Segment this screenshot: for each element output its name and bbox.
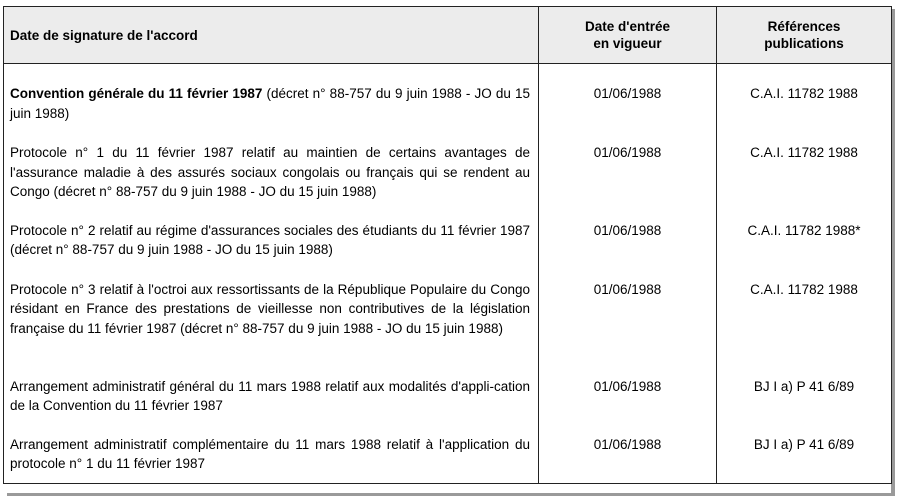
agreement-cell (4, 202, 539, 261)
header-publication-references-text: Références publications (764, 19, 844, 51)
table-row (4, 416, 892, 484)
header-publication-references (717, 7, 892, 64)
reference-cell: C.A.I. 11782 1988 (717, 64, 892, 124)
agreements-table-container (3, 6, 894, 495)
agreement-text: Protocole n° 1 du 11 février 1987 relatif au maintien de certains avantages de l'assurance maladie à des assurés sociaux congolais ou français qui se rendent au Congo (décret n° 88-757 du 9 juin 1988 - JO du 15 juin 1988) (10, 145, 530, 199)
agreement-text: Arrangement administratif général du 11 mars 1988 relatif aux modalités d'appli-cation de la Convention du 11 février 1987 (10, 378, 530, 413)
entry-date-cell: 01/06/1988 (539, 123, 717, 202)
table-row (4, 261, 892, 358)
table-row (4, 358, 892, 416)
table-header-row (4, 7, 892, 64)
reference-cell: BJ I a) P 41 6/89 (717, 416, 892, 484)
header-entry-into-force-text: Date d'entrée en vigueur (585, 19, 670, 51)
agreement-text: Protocole n° 3 relatif à l'octroi aux ressortissants de la République Populaire du Congo résidant en France des prestations de vieillesse non contributives de la législation française du 11 février 1987 (décret n° 88-757 du 9 juin 1988 - JO du 15 juin 1988) (10, 281, 530, 336)
entry-date-cell: 01/06/1988 (539, 416, 717, 484)
agreement-cell (4, 416, 539, 484)
reference-cell: C.A.I. 11782 1988* (717, 202, 892, 261)
entry-date-cell: 01/06/1988 (539, 358, 717, 416)
header-entry-into-force (539, 7, 717, 64)
agreement-title-bold: Convention générale du 11 février 1987 (10, 86, 263, 101)
agreement-cell (4, 64, 539, 124)
agreement-cell (4, 123, 539, 202)
header-signature-date: Date de signature de l'accord (4, 7, 539, 64)
table-row (4, 202, 892, 261)
agreement-text: Protocole n° 2 relatif au régime d'assurances sociales des étudiants du 11 février 1987 (décret n° 88-757 du 9 juin 1988 - JO du 15 juin 1988) (10, 222, 530, 257)
entry-date-cell: 01/06/1988 (539, 202, 717, 261)
table-row (4, 123, 892, 202)
agreements-table (3, 6, 892, 484)
agreement-text: (décret n° 88-757 du 9 juin 1988 - JO du 15 juin 1988) (10, 86, 530, 121)
reference-cell: C.A.I. 11782 1988 (717, 123, 892, 202)
agreement-cell (4, 358, 539, 416)
reference-cell: BJ I a) P 41 6/89 (717, 358, 892, 416)
table-row (4, 64, 892, 124)
reference-cell: C.A.I. 11782 1988 (717, 261, 892, 358)
agreement-cell (4, 261, 539, 358)
entry-date-cell: 01/06/1988 (539, 64, 717, 124)
agreement-text: Arrangement administratif complémentaire du 11 mars 1988 relatif à l'application du protocole n° 1 du 11 février 1987 (10, 436, 530, 471)
entry-date-cell: 01/06/1988 (539, 261, 717, 358)
